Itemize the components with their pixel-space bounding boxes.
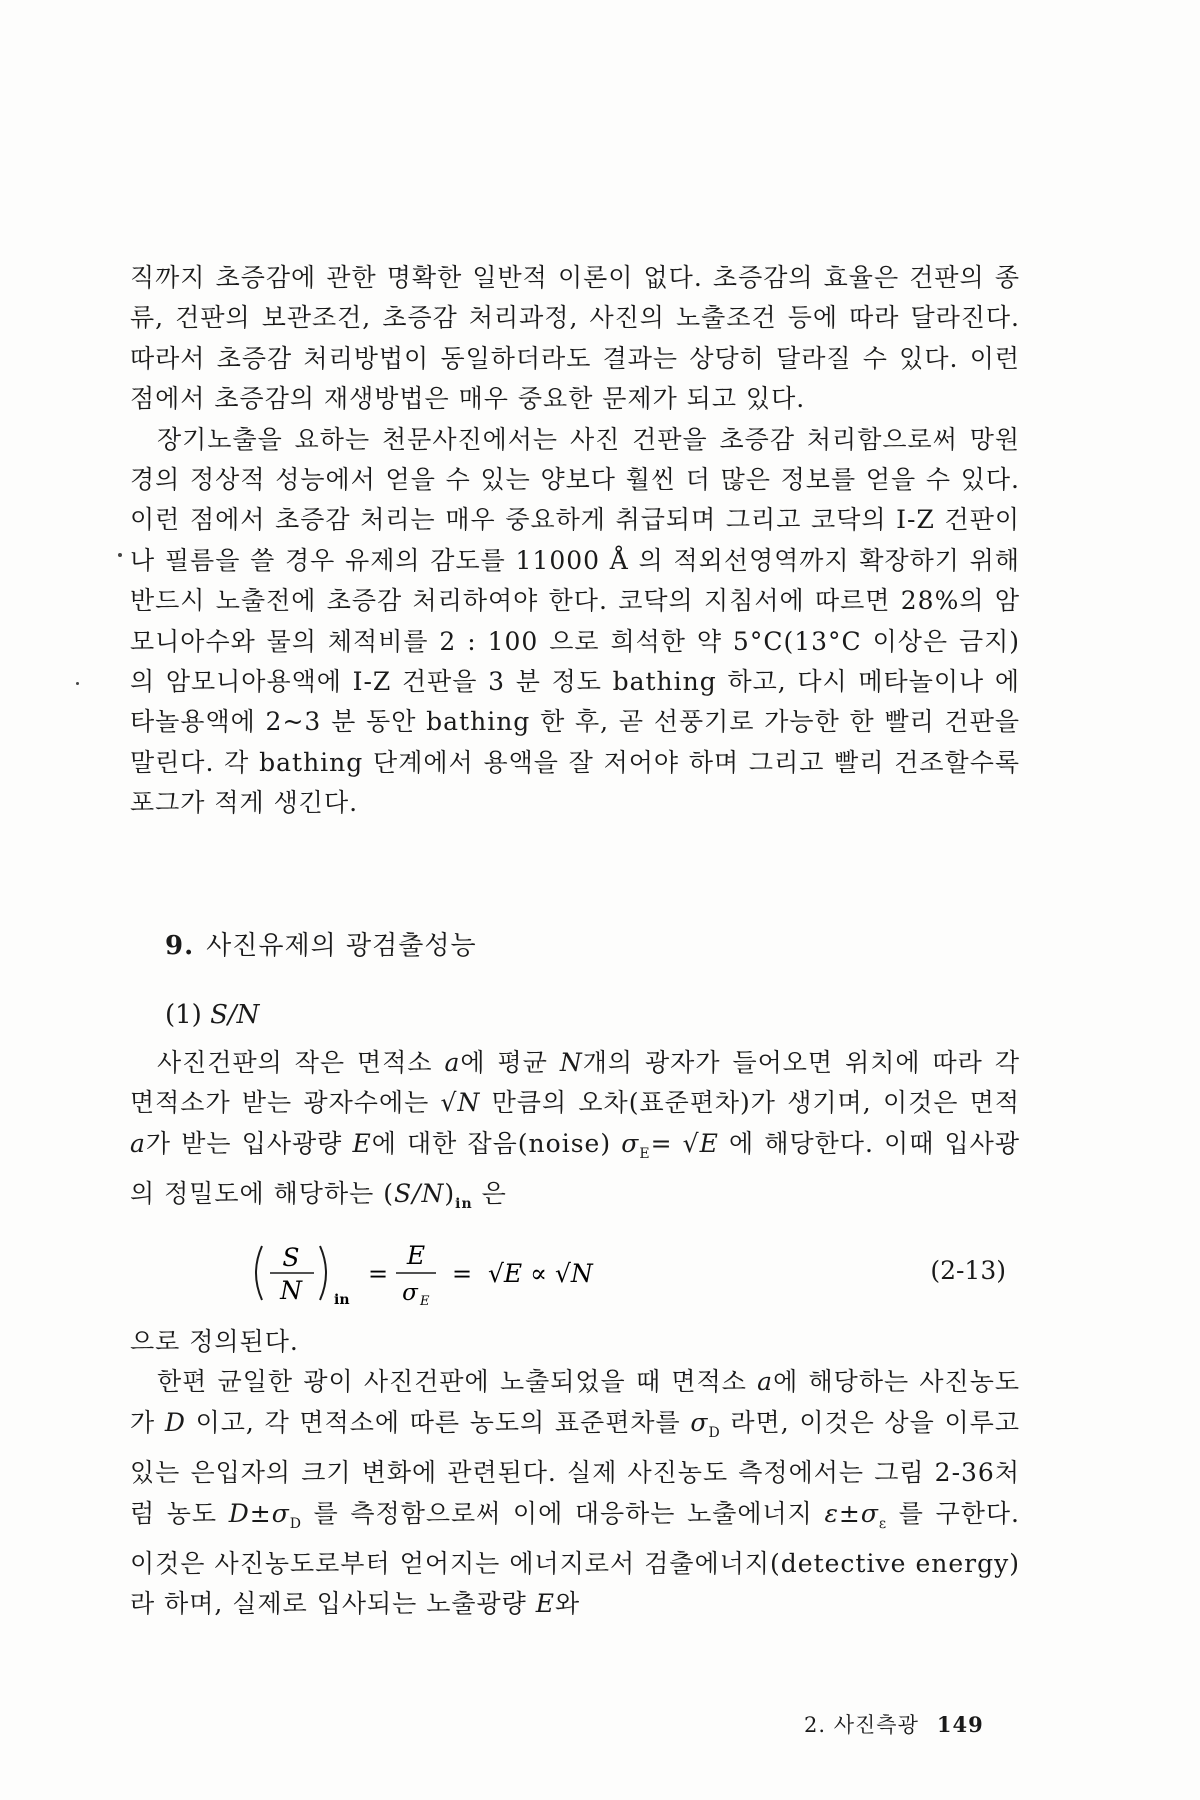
page-number: 149 xyxy=(936,1712,984,1737)
plus-minus: ± xyxy=(838,1498,861,1528)
symbol-sigma: σ xyxy=(621,1128,640,1158)
eq-equals: = xyxy=(368,1260,389,1288)
text-run: 한편 균일한 광이 사진건판에 노출되었을 때 면적소 xyxy=(157,1367,758,1397)
symbol-a: a xyxy=(130,1128,146,1158)
subscript: D xyxy=(289,1515,303,1532)
symbol-sqrt-e: = √E xyxy=(650,1128,719,1158)
eq-lhs-subscript: in xyxy=(334,1292,350,1308)
equation-row xyxy=(130,1228,1020,1318)
symbol-e: E xyxy=(352,1128,372,1158)
body-bottom xyxy=(130,1322,1020,1625)
right-paren xyxy=(320,1246,326,1300)
symbol-sn: S/N xyxy=(393,1179,445,1209)
symbol-n: N xyxy=(559,1048,583,1077)
paragraph-sn xyxy=(130,1043,1020,1225)
symbol-d: D xyxy=(228,1498,250,1528)
text-run: 은 xyxy=(472,1179,507,1209)
symbol-sigma: σ xyxy=(690,1407,709,1437)
paragraph-last xyxy=(130,1362,1020,1624)
footer-chapter: 2. 사진측광 xyxy=(804,1713,919,1737)
text-run: 만큼의 오차(표준편차)가 생기며, 이것은 면적 xyxy=(480,1088,1020,1118)
subsection-title: S/N xyxy=(210,1000,260,1030)
scan-speck xyxy=(76,682,79,685)
text-run: 에 대한 잡음(noise) xyxy=(371,1128,622,1158)
running-footer xyxy=(804,1709,984,1739)
equation xyxy=(248,1228,768,1318)
scan-speck xyxy=(118,553,122,557)
symbol-a: a xyxy=(444,1048,461,1077)
equation-number: (2-13) xyxy=(930,1256,1006,1285)
subscript: in xyxy=(455,1196,473,1213)
text-run: 에 해당하는 사진농도가 xyxy=(130,1367,1021,1437)
symbol-epsilon: ε xyxy=(824,1498,839,1528)
symbol-sqrt-n: √N xyxy=(440,1088,481,1118)
text-run: 개의 광자가 들어오면 위치에 따라 각 면적소가 받는 광자수에는 xyxy=(130,1048,1020,1118)
eq-rhs: √E ∝ √N xyxy=(488,1259,593,1288)
section-title: 사진유제의 광검출성능 xyxy=(206,931,477,961)
paragraph: 직까지 초증감에 관한 명확한 일반적 이론이 없다. 초증감의 효율은 건판의 종류, 건판의 보관조건, 초증감 처리과정, 사진의 노출조건 등에 따라 달라진다. 따라서 초증감 처리방법이 동일하더라도 결과는 상당히 달라질 수 있다. 이런 점에서 초증감의 재생방법은 매우 중요한 문제가 되고 있다. xyxy=(130,263,1020,414)
eq-equals: = xyxy=(452,1260,473,1288)
text-run: 이고, 각 면적소에 따른 농도의 표준편차를 xyxy=(185,1407,691,1437)
body-top xyxy=(130,258,1020,824)
symbol-d: D xyxy=(164,1407,186,1437)
eq-mid-denominator: σ xyxy=(402,1280,418,1306)
section-number: 9. xyxy=(165,931,195,961)
text-run: 와 xyxy=(555,1589,581,1619)
text-run: 사진건판의 작은 면적소 xyxy=(157,1048,445,1077)
paragraph: 으로 정의된다. xyxy=(130,1327,299,1356)
text-run: 에 평균 xyxy=(460,1048,560,1077)
symbol-a: a xyxy=(757,1367,774,1397)
symbol-sigma: σ xyxy=(860,1498,879,1528)
text-run: 가 받는 입사광량 xyxy=(145,1128,353,1158)
body-sn xyxy=(130,1043,1020,1225)
section-heading xyxy=(165,925,477,962)
text-run: 를 측정함으로써 이에 대응하는 노출에너지 xyxy=(302,1498,825,1528)
subsection-heading xyxy=(165,1000,259,1030)
subscript: ε xyxy=(878,1515,888,1532)
left-paren xyxy=(256,1246,262,1300)
subscript: E xyxy=(639,1145,651,1162)
paragraph: 장기노출을 요하는 천문사진에서는 사진 건판을 초증감 처리함으로써 망원경의 정상적 성능에서 얻을 수 있는 양보다 훨씬 더 많은 정보를 얻을 수 있다. 이런 점에서 초증감 처리는 매우 중요하게 취급되며 그리고 코닥의 I-Z 건판이나 필름을 쓸 경우 유제의 감도를 11000 Å 의 적외선영역까지 확장하기 위해 반드시 노출전에 초증감 처리하여야 한다. 코닥의 지침서에 따르면 28%의 암모니아수와 물의 체적비를 2 : 100 으로 희석한 약 5°C(13°C 이상은 금지)의 암모니아용액에 I-Z 건판을 3 분 정도 bathing 하고, 다시 메타놀이나 에타놀용액에 2~3 분 동안 bathing 한 후, 곧 선풍기로 가능한 한 빨리 건판을 말린다. 각 bathing 단계에서 용액을 잘 저어야 하며 그리고 빨리 건조할수록 포그가 적게 생긴다. xyxy=(130,424,1020,818)
text-run: 를 구한다. 이것은 사진농도로부터 얻어지는 에너지로서 검출에너지(detective energy)라 하며, 실제로 입사되는 노출광량 xyxy=(130,1498,1020,1619)
text-run: 라면, 이것은 상을 이루고 있는 은입자의 크기 변화에 관련된다. 실제 사진농도 측정에서는 그림 2-36처럼 농도 xyxy=(130,1407,1020,1528)
eq-mid-numerator: E xyxy=(406,1241,426,1270)
eq-lhs-denominator: N xyxy=(280,1276,302,1305)
eq-mid-subscript: E xyxy=(420,1294,430,1309)
text-run: 에 해당한다. 이때 입사광의 정밀도에 해당하는 ( xyxy=(130,1128,1020,1209)
eq-lhs-numerator: S xyxy=(282,1243,300,1272)
plus-minus: ± xyxy=(249,1498,272,1528)
subsection-number: (1) xyxy=(165,1000,202,1030)
subscript: D xyxy=(708,1424,721,1441)
symbol-e: E xyxy=(535,1589,556,1619)
text-run: ) xyxy=(444,1179,456,1209)
symbol-sigma: σ xyxy=(271,1498,290,1528)
